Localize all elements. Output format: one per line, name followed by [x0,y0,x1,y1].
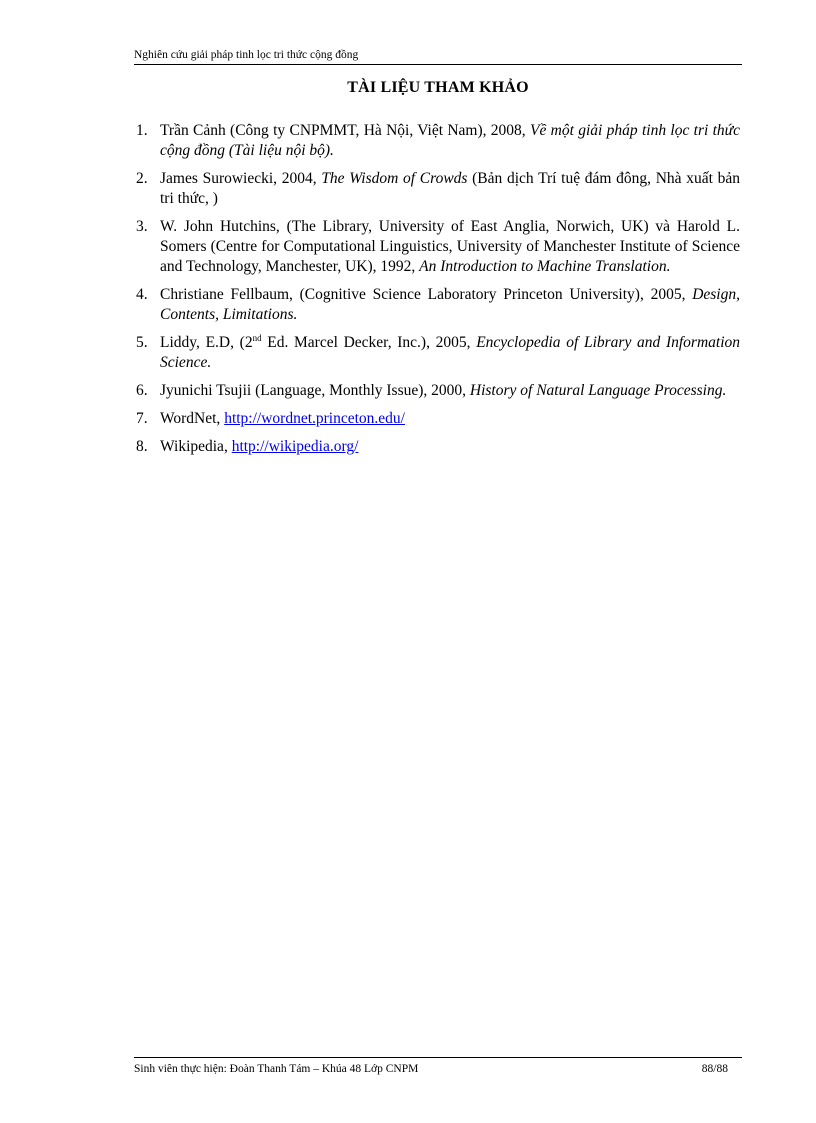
running-header: Nghiên cứu giải pháp tinh lọc tri thức cộng đồng [134,48,742,65]
reference-text: Liddy, E.D, (2 [160,334,253,351]
reference-item [134,217,740,277]
reference-number: 2. [136,170,148,187]
reference-title: Design, Contents, Limitations. [160,286,740,323]
reference-item [134,285,740,325]
reference-title: An Introduction to Machine Translation. [419,258,671,275]
reference-title: Về một giải pháp tinh lọc tri thức cộng đồng (Tài liệu nội bộ). [160,122,740,159]
reference-number: 1. [136,122,148,139]
reference-text: WordNet, [160,410,225,427]
reference-text: Christiane Fellbaum, (Cognitive Science Laboratory Princeton University), 2005, [160,286,693,303]
reference-item [134,121,740,161]
reference-title: History of Natural Language Processing. [469,382,727,399]
reference-text: Jyunichi Tsujii (Language, Monthly Issue), 2000, [160,382,470,399]
ordinal-superscript: nd [252,332,262,343]
reference-number: 7. [136,410,148,427]
reference-text: W. John Hutchins, (The Library, University of East Anglia, Norwich, UK) và Harold L. Somers (Centre for Computational Linguistics, University of Manchester Institute of Science and Technology, Manchester, UK), 1992, [160,218,740,275]
reference-text: Wikipedia, [160,438,232,455]
reference-item [134,333,740,373]
page-number: 88/88 [701,1063,728,1075]
reference-number: 6. [136,382,148,399]
reference-text-tail: (Bản dịch Trí tuệ đám đông, Nhà xuất bản tri thức, ) [160,170,740,207]
reference-number: 3. [136,218,148,235]
reference-text-mid: Ed. Marcel Decker, Inc.), 2005, [261,334,477,351]
reference-title: Encyclopedia of Library and Information Science. [160,334,740,371]
reference-text: Trần Cảnh (Công ty CNPMMT, Hà Nội, Việt Nam), 2008, [160,122,530,139]
reference-number: 5. [136,334,148,351]
reference-list [134,121,740,465]
reference-title: The Wisdom of Crowds [321,170,468,187]
running-footer [134,1057,742,1076]
reference-item [134,169,740,209]
reference-item [134,409,740,429]
reference-text: James Surowiecki, 2004, [160,170,322,187]
reference-item [134,437,740,457]
reference-number: 8. [136,438,148,455]
wordnet-link[interactable]: http://wordnet.princeton.edu/ [224,410,405,427]
page-title: TÀI LIỆU THAM KHẢO [347,79,529,96]
wikipedia-link[interactable]: http://wikipedia.org/ [231,438,359,455]
reference-number: 4. [136,286,148,303]
reference-item [134,381,740,401]
footer-author: Sinh viên thực hiện: Đoàn Thanh Tám – Khúa 48 Lớp CNPM [134,1063,419,1075]
